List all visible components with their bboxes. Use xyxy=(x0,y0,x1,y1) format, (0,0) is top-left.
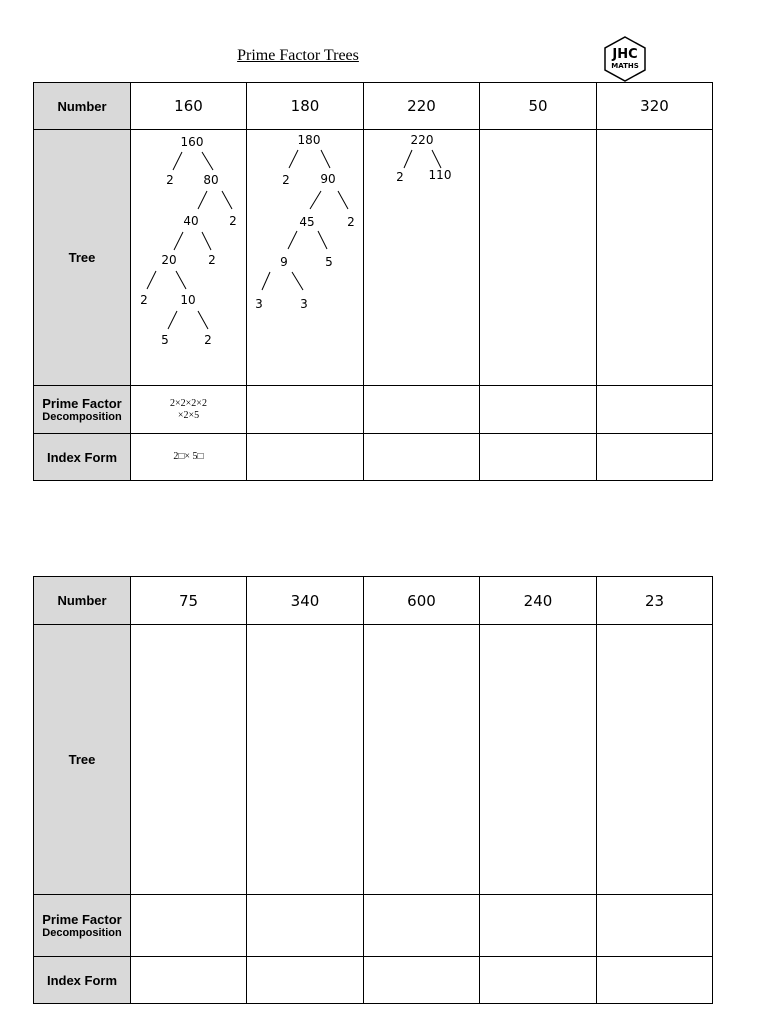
row-label-tree: Tree xyxy=(34,625,131,895)
number-cell: 240 xyxy=(480,577,597,625)
row-label-prime-factor-decomposition: Prime Factor Decomposition xyxy=(34,386,131,434)
tree-node: 160 xyxy=(180,135,204,149)
number-cell: 600 xyxy=(364,577,480,625)
tree-cell-empty[interactable] xyxy=(247,625,364,895)
tree-node: 80 xyxy=(203,173,219,187)
tree-cell-empty[interactable] xyxy=(480,130,597,386)
tree-node: 3 xyxy=(300,297,308,311)
row-label-tree: Tree xyxy=(34,130,131,386)
tree-cell-empty[interactable] xyxy=(480,625,597,895)
index-cell-empty[interactable] xyxy=(364,957,480,1004)
pfd-cell-empty[interactable] xyxy=(247,386,364,434)
index-cell-empty[interactable] xyxy=(480,957,597,1004)
number-cell: 320 xyxy=(597,83,713,130)
worksheet-title: Prime Factor Trees xyxy=(237,47,359,64)
tree-node: 5 xyxy=(325,255,333,269)
svg-text:JHC: JHC xyxy=(612,47,638,62)
number-cell: 75 xyxy=(131,577,247,625)
tree-node: 2 xyxy=(282,173,290,187)
index-cell-empty[interactable] xyxy=(247,957,364,1004)
tree-node: 5 xyxy=(161,333,169,347)
index-cell-empty[interactable] xyxy=(247,434,364,481)
row-label-prime-factor-decomposition: Prime Factor Decomposition xyxy=(34,895,131,957)
prime-factor-table-2 xyxy=(33,576,713,1004)
row-label-index-form: Index Form xyxy=(34,957,131,1004)
tree-node: 180 xyxy=(297,133,321,147)
pfd-cell-empty[interactable] xyxy=(131,895,247,957)
tree-cell-empty[interactable] xyxy=(364,625,480,895)
tree-node: 2 xyxy=(204,333,212,347)
index-cell-160: 2□× 5□ xyxy=(131,434,247,481)
index-cell-empty[interactable] xyxy=(597,434,713,481)
number-cell: 180 xyxy=(247,83,364,130)
tree-node: 45 xyxy=(299,215,315,229)
number-cell: 50 xyxy=(480,83,597,130)
pfd-cell-empty[interactable] xyxy=(480,386,597,434)
tree-cell-empty[interactable] xyxy=(597,130,713,386)
tree-node: 2 xyxy=(347,215,355,229)
number-cell: 23 xyxy=(597,577,713,625)
number-cell: 340 xyxy=(247,577,364,625)
index-cell-empty[interactable] xyxy=(597,957,713,1004)
factor-tree-180 xyxy=(247,130,363,385)
index-cell-empty[interactable] xyxy=(480,434,597,481)
tree-node: 9 xyxy=(280,255,288,269)
index-cell-empty[interactable] xyxy=(131,957,247,1004)
tree-cell-empty[interactable] xyxy=(597,625,713,895)
tree-node: 2 xyxy=(166,173,174,187)
tree-node: 2 xyxy=(229,214,237,228)
index-cell-empty[interactable] xyxy=(364,434,480,481)
pfd-cell-empty[interactable] xyxy=(597,895,713,957)
number-cell: 160 xyxy=(131,83,247,130)
pfd-cell-empty[interactable] xyxy=(364,895,480,957)
pfd-cell-160: 2×2×2×2 ×2×5 xyxy=(131,386,247,434)
tree-node: 110 xyxy=(428,168,452,182)
row-label-index-form: Index Form xyxy=(34,434,131,481)
pfd-cell-empty[interactable] xyxy=(364,386,480,434)
svg-text:MATHS: MATHS xyxy=(611,62,639,70)
tree-node: 90 xyxy=(320,172,336,186)
tree-node: 20 xyxy=(161,253,177,267)
tree-node: 3 xyxy=(255,297,263,311)
row-label-number: Number xyxy=(34,577,131,625)
tree-cell-empty[interactable] xyxy=(131,625,247,895)
pfd-cell-empty[interactable] xyxy=(247,895,364,957)
tree-cell-220 xyxy=(364,130,480,386)
pfd-cell-empty[interactable] xyxy=(480,895,597,957)
tree-node: 2 xyxy=(208,253,216,267)
prime-factor-table-1 xyxy=(33,82,713,481)
tree-node: 2 xyxy=(140,293,148,307)
number-cell: 220 xyxy=(364,83,480,130)
tree-cell-180 xyxy=(247,130,364,386)
pfd-cell-empty[interactable] xyxy=(597,386,713,434)
tree-cell-160 xyxy=(131,130,247,386)
tree-node: 220 xyxy=(410,133,434,147)
factor-tree-220 xyxy=(364,130,480,385)
tree-node: 40 xyxy=(183,214,199,228)
jhc-maths-logo xyxy=(602,36,648,82)
factor-tree-160 xyxy=(131,130,247,385)
row-label-number: Number xyxy=(34,83,131,130)
tree-node: 2 xyxy=(396,170,404,184)
tree-node: 10 xyxy=(180,293,196,307)
